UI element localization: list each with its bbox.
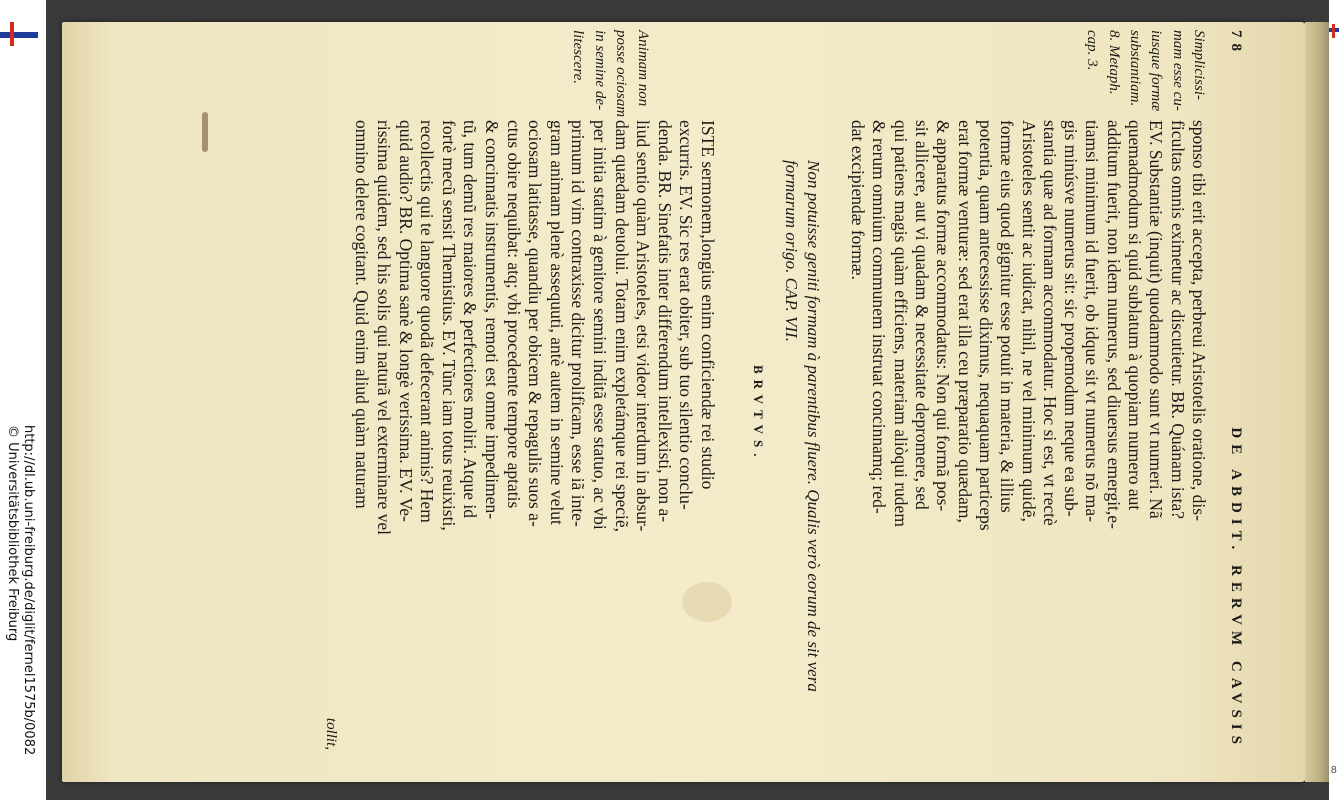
text-line: denda. BR. Sinefatis inter differendum intellexisti, non a-: [654, 120, 675, 523]
text-line: recollectis qui te languore quodã defecerant animis? Hem: [417, 120, 438, 523]
text-line: dat excipiendæ formæ.: [848, 120, 869, 280]
text-line: EV. Substantiæ (inquit) quodammodo sunt vt numeri. Nã: [1146, 120, 1167, 519]
text-line: quid audio? BR. Optima sanè & longè verissima. EV. Ve-: [395, 120, 416, 522]
text-line: & apparatus formæ accommodatus: Non qui formã pos-: [933, 120, 954, 512]
text-line: & concinnatis instrumentis, remoti est omne impedimen-: [482, 120, 502, 520]
text-line: fortè mecũ sensit Themistius. EV. Tũnc iam totus reuixisti,: [438, 120, 459, 531]
margin-note: litescere.: [570, 30, 587, 85]
viewer-left-margin: [0, 0, 46, 800]
text-line: ociosam latitasse, quandiu per obicem & repagulis suos a-: [525, 120, 546, 527]
text-line: additum fuerit, non idem numerus, sed diuersus emergit,e-: [1103, 120, 1124, 529]
margin-note: iusque formæ: [1148, 30, 1165, 112]
copyright-notice: © Universitätsbibliothek Freiburg: [5, 425, 20, 642]
text-line: erat formæ venturæ: sed erat illa ceu præparatio quædam,: [954, 120, 975, 523]
margin-note: posse ociosam: [613, 30, 630, 118]
margin-note: 8. Metaph.: [1105, 30, 1122, 95]
text-line: gram animam plenè assequuti, antè autem in semine velut: [546, 120, 567, 525]
margin-note: Animam non: [635, 30, 651, 107]
text-line: tũ, tum demũ res maiores & perfectiores moliri. Atque id: [460, 120, 481, 519]
text-line: formæ eius quod gignitur esse potuit in materia, & illius: [997, 120, 1018, 513]
text-line: excurris. EV. Sic res erat obiter, sub tuo silentio conclu-: [676, 120, 697, 510]
margin-note: in semine de-: [591, 30, 608, 110]
text-line: omnino delere cogitant. Quid enim aliud quàm naturam: [352, 120, 373, 509]
page-corner-number: 8: [1330, 765, 1337, 776]
freiburg-logo-icon: [1329, 24, 1339, 38]
catchword: tollit,: [323, 717, 339, 750]
text-line: primum id vim contraxisse dicitur prolificam, esse iã inte-: [568, 120, 589, 527]
text-line: quemadmodum si quid sublatum à quopiam numero aut: [1125, 120, 1146, 511]
speaker-name: BRVTVS.: [751, 365, 766, 463]
viewer-right-margin: [1329, 0, 1339, 800]
text-line: Aristoteles sentit ac iudicat, nihil, ne vel minimum quidẽ,: [1018, 120, 1039, 522]
margin-note: substantiam.: [1127, 30, 1144, 107]
text-line: ISTE sermonem,longius enim conficiendæ rei studio: [698, 120, 718, 490]
text-line: sit allicere, aut vi quadam & necessitate depromere, sed: [912, 120, 933, 510]
side-caption: [5, 425, 36, 795]
text-line: gis minúsve numerus sit: sic propemodum neque ea sub-: [1061, 120, 1082, 517]
chapter-title: Non potuisse geniti formam à parentibus fluere. Qualis verò eorum de sit vera formarum origo. CAP. VII.: [782, 160, 823, 692]
source-url: http://dl.ub.uni-freiburg.de/diglit/fernel1575b/0082: [21, 425, 36, 756]
running-title: DE ABDIT. RERVM CAVSIS: [1228, 427, 1244, 750]
margin-note: mam esse cu-: [1169, 30, 1186, 111]
page-text-rotated: [244, 30, 1244, 750]
text-line: potentia, quam antecessisse diximus, nequaquam particeps: [976, 120, 996, 531]
text-line: qui patiens magis quàm efficiens, materiam aliòqui rudem: [890, 120, 911, 527]
running-header: [1218, 30, 1244, 750]
page-blemish: [202, 112, 208, 152]
page-number: 78: [1228, 30, 1244, 57]
text-line: tiamsi minimum id fuerit, ob idque sit vt numerus nõ ma-: [1082, 120, 1103, 522]
text-line: liud sentio quàm Aristoteles, etsi videor interdum in absur-: [633, 120, 654, 532]
margin-note: Simplicissi-: [1191, 30, 1207, 100]
text-line: sponso tibi erit accepta, perbreui Aristotelis oratione, dis-: [1189, 120, 1209, 521]
text-line: & rerum omnium communem instruat concinnamq; red-: [869, 120, 890, 514]
text-line: per initia statim à genitore semini inditã esse statuo, ac vbi: [590, 120, 610, 530]
text-line: ctus obire nequibat: atq; vbi procedente tempore aptatis: [503, 120, 524, 509]
book-spine: [1305, 22, 1329, 782]
margin-note: cap. 3.: [1084, 30, 1101, 71]
text-line: stantia quæ ad formam accommodatur. Hoc si est, vt rectè: [1039, 120, 1060, 526]
text-line: ficultas omnis eximetur ac discutietur. BR. Quánam ista?: [1167, 120, 1188, 520]
text-line: dam quædam deuolui. Totam enim expletámque rei speciẽ,: [611, 120, 632, 533]
freiburg-logo-icon: [0, 30, 38, 40]
text-line: rissima quidem, sed his solis qui naturã vel exterminare vel: [374, 120, 394, 536]
